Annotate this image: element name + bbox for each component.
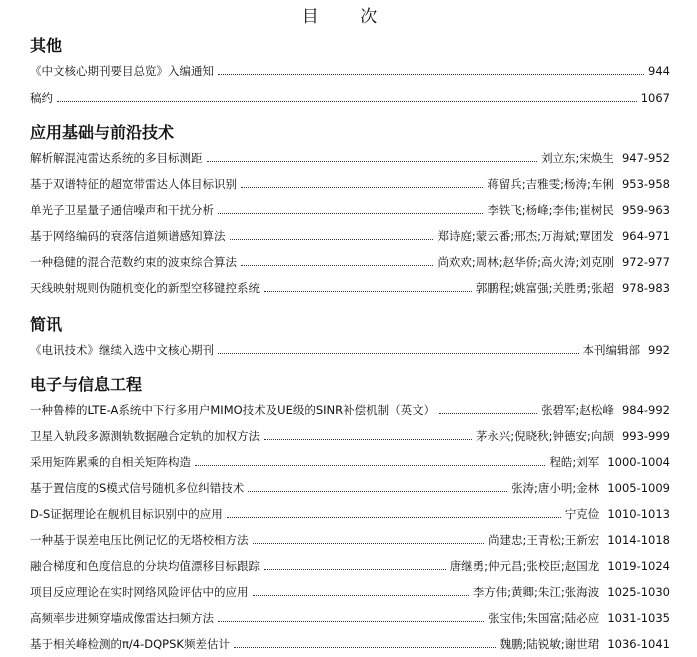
entry-pages: 1010-1013 (607, 507, 670, 521)
entry-pages: 1025-1030 (607, 585, 670, 599)
entry-title: 基于相关峰检测的π/4-DQPSK频差估计 (30, 637, 230, 651)
dot-leader (253, 543, 485, 544)
toc-entry[interactable] (30, 583, 670, 599)
dot-leader (264, 439, 472, 440)
entry-authors: 唐继勇;仲元昌;张校臣;赵国龙 (449, 559, 600, 573)
entry-pages: 1019-1024 (607, 559, 670, 573)
toc-entry[interactable] (30, 341, 670, 357)
dot-leader (218, 213, 483, 214)
entry-pages: 1067 (640, 91, 670, 105)
entry-authors: 郭鹏程;姚富强;关胜勇;张超 (475, 281, 614, 295)
entry-pages: 1005-1009 (607, 481, 670, 495)
entry-authors: 茅永兴;倪晓秋;钟德安;向颉 (475, 429, 614, 443)
dot-leader (227, 517, 561, 518)
page-title: 目 次 (301, 7, 396, 27)
section-heading: 其他 (30, 36, 63, 55)
entry-authors: 李方伟;黄卿;朱江;张海波 (472, 585, 600, 599)
dot-leader (264, 569, 446, 570)
entry-pages: 1031-1035 (607, 611, 670, 625)
entry-title: D-S证据理论在舰机目标识别中的应用 (30, 507, 223, 521)
entry-title: 融合梯度和色度信息的分块均值漂移目标跟踪 (30, 559, 260, 573)
entry-pages: 953-958 (621, 177, 670, 191)
toc-entry[interactable] (30, 89, 670, 105)
entry-title: 稿约 (30, 91, 53, 105)
toc-entry[interactable] (30, 149, 670, 165)
toc-entry[interactable] (30, 479, 670, 495)
entry-title: 采用矩阵累乘的自相关矩阵构造 (30, 455, 191, 469)
entry-title: 一种鲁棒的LTE-A系统中下行多用户MIMO技术及UE级的SINR补偿机制（英文） (30, 403, 436, 417)
entry-authors: 程皓;刘军 (549, 455, 600, 469)
dot-leader (248, 491, 507, 492)
entry-pages: 959-963 (621, 203, 670, 217)
entry-authors: 张宝伟;朱国富;陆必应 (488, 611, 600, 625)
toc-entry[interactable] (30, 201, 670, 217)
toc-entry[interactable] (30, 453, 670, 469)
entry-title: 《中文核心期刊要目总览》入编通知 (30, 64, 214, 78)
dot-leader (241, 187, 483, 188)
entry-pages: 964-971 (621, 229, 670, 243)
entry-title: 基于网络编码的衰落信道频谱感知算法 (30, 229, 226, 243)
dot-leader (230, 239, 434, 240)
dot-leader (218, 621, 484, 622)
entry-title: 项目反应理论在实时网络风险评估中的应用 (30, 585, 249, 599)
toc-entry[interactable] (30, 427, 670, 443)
dot-leader (57, 101, 637, 102)
entry-title: 解析解混沌雷达系统的多目标测距 (30, 151, 203, 165)
entry-authors: 李铁飞;杨峰;李伟;崔树民 (487, 203, 614, 217)
section-heading: 应用基础与前沿技术 (30, 123, 175, 142)
entry-title: 基于置信度的S模式信号随机多位纠错技术 (30, 481, 245, 495)
entry-pages: 1014-1018 (607, 533, 670, 547)
entry-pages: 972-977 (621, 255, 670, 269)
entry-pages: 1000-1004 (607, 455, 670, 469)
entry-pages: 984-992 (621, 403, 670, 417)
toc-entry[interactable] (30, 635, 670, 651)
toc-entry[interactable] (30, 279, 670, 295)
entry-authors: 郑诗庭;蒙云番;邢杰;万海斌;覃团发 (437, 229, 614, 243)
entry-pages: 947-952 (621, 151, 670, 165)
entry-pages: 944 (648, 64, 670, 78)
entry-title: 单光子卫星量子通信噪声和干扰分析 (30, 203, 214, 217)
entry-title: 天线映射规则伪随机变化的新型空移键控系统 (30, 281, 260, 295)
dot-leader (264, 291, 472, 292)
entry-title: 基于双谱特征的超宽带雷达人体目标识别 (30, 177, 237, 191)
entry-title: 一种基于误差电压比例记忆的无塔校相方法 (30, 533, 249, 547)
entry-authors: 尚欢欢;周林;赵华侨;高火涛;刘克刚 (437, 255, 614, 269)
dot-leader (253, 595, 469, 596)
entry-title: 高频率步进频穿墙成像雷达扫频方法 (30, 611, 214, 625)
entry-title: 一种稳健的混合范数约束的波束综合算法 (30, 255, 237, 269)
toc-entry[interactable] (30, 557, 670, 573)
dot-leader (195, 465, 545, 466)
entry-authors: 尚建忠;王青松;王新宏 (488, 533, 600, 547)
dot-leader (241, 265, 433, 266)
entry-pages: 978-983 (621, 281, 670, 295)
toc-entry[interactable] (30, 62, 670, 78)
toc-entry[interactable] (30, 609, 670, 625)
section-heading: 简讯 (30, 315, 63, 334)
entry-authors: 刘立东;宋焕生 (541, 151, 614, 165)
toc-entry[interactable] (30, 401, 670, 417)
entry-title: 卫星入轨段多源测轨数据融合定轨的加权方法 (30, 429, 260, 443)
dot-leader (234, 647, 496, 648)
entry-authors: 张涛;唐小明;金林 (511, 481, 600, 495)
toc-entry[interactable] (30, 505, 670, 521)
entry-authors: 蒋留兵;吉雅雯;杨涛;车俐 (487, 177, 614, 191)
toc-entry[interactable] (30, 531, 670, 547)
dot-leader (218, 74, 644, 75)
entry-pages: 992 (648, 343, 670, 357)
entry-title: 《电讯技术》继续入选中文核心期刊 (30, 343, 214, 357)
entry-authors: 宁克俭 (564, 507, 600, 521)
toc-entry[interactable] (30, 253, 670, 269)
entry-authors: 魏鹏;陆锐敏;谢世珺 (499, 637, 600, 651)
entry-pages: 993-999 (621, 429, 670, 443)
toc-entry[interactable] (30, 175, 670, 191)
entry-authors: 本刊编辑部 (582, 343, 641, 357)
dot-leader (218, 353, 579, 354)
section-heading: 电子与信息工程 (30, 375, 143, 394)
toc-entry[interactable] (30, 227, 670, 243)
dot-leader (207, 161, 538, 162)
dot-leader (439, 413, 537, 414)
entry-pages: 1036-1041 (607, 637, 670, 651)
entry-authors: 张碧军;赵松峰 (541, 403, 614, 417)
